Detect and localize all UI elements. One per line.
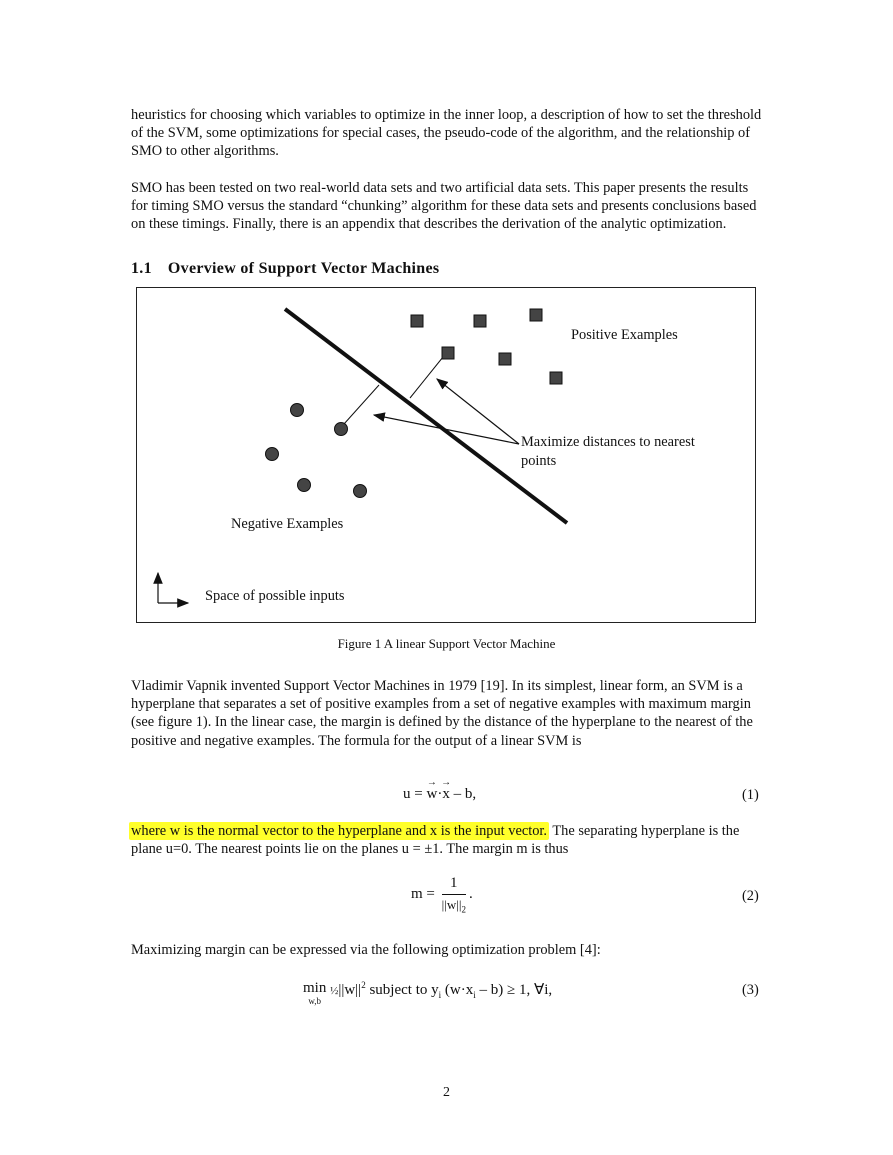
paragraph-normal-vector-rest: The separating hyperplane is the plane u=0. The nearest points lie on the planes u = ±1. The margin m is thus (131, 823, 740, 858)
input-space-label: Space of possible inputs (205, 588, 345, 604)
eq3-half: ½ (330, 985, 339, 997)
negative-example (298, 479, 311, 492)
margin-line-positive (410, 357, 443, 398)
negative-examples-label: Negative Examples (231, 516, 344, 532)
positive-example (442, 347, 454, 359)
positive-examples-label: Positive Examples (571, 327, 678, 343)
hyperplane-line (285, 309, 567, 523)
eq3-body: (w·x (441, 982, 474, 998)
margin-line-negative (344, 385, 379, 424)
eq1-equals: = (410, 786, 427, 802)
equation-3-number: (3) (742, 982, 759, 998)
section-number: 1.1 (131, 260, 152, 277)
eq3-min: min (303, 980, 327, 996)
page-number: 2 (443, 1085, 450, 1100)
paragraph-normal-vector (131, 822, 767, 858)
paragraph-svm-intro: Vladimir Vapnik invented Support Vector Machines in 1979 [19]. In its simplest, linear form, an SVM is a hyperplane that separates a set of positive examples from a set of negative examples with maximum margin (see figure 1). In the linear case, the margin is defined by the distance of the hyperplane to the nearest of the positive and negative examples. The formula for the output of a linear SVM is (131, 678, 753, 749)
eq2-numerator: 1 (442, 875, 466, 895)
positive-example (530, 309, 542, 321)
highlighted-text: where w is the normal vector to the hyperplane and x is the input vector. (131, 823, 548, 839)
eq3-x-sub: i (473, 990, 476, 1000)
eq1-tail: – b, (449, 786, 477, 802)
eq2-m: m = (411, 886, 439, 903)
eq2-fraction (442, 875, 466, 915)
equation-1 (403, 786, 476, 803)
positive-example (499, 353, 511, 365)
eq3-norm: ||w|| (338, 982, 362, 998)
figure-caption: Figure 1 A linear Support Vector Machine (337, 636, 556, 651)
eq3-y-sub: i (438, 990, 442, 1000)
eq1-dot: · (437, 786, 443, 802)
eq1-x: → x (442, 786, 450, 803)
annotation-line-1: Maximize distances to nearest (521, 434, 695, 450)
eq3-tail: – b) ≥ 1, ∀i, (475, 982, 553, 998)
figure-svm (136, 287, 756, 623)
equation-2-number: (2) (742, 888, 759, 904)
negative-example (266, 448, 279, 461)
arrow-to-negative (374, 415, 519, 444)
positive-example (474, 315, 486, 327)
equation-2 (411, 875, 473, 915)
eq3-min-block (303, 980, 326, 1005)
paragraph-intro-end: heuristics for choosing which variables to optimize in the inner loop, a description of how to set the threshold of the SVM, some optimizations for special cases, the pseudo-code of the algorithm, and the relationship of SMO to other algorithms. (131, 107, 762, 160)
eq3-min-sub: w,b (308, 996, 321, 1006)
section-heading (131, 260, 439, 278)
annotation-line-2: points (521, 453, 557, 469)
eq2-norm: ||w|| (441, 897, 462, 912)
equation-3 (303, 980, 552, 1005)
eq2-tail: . (468, 886, 473, 903)
positive-example (411, 315, 423, 327)
eq1-u: u (403, 786, 411, 802)
eq3-mid: subject to (365, 982, 432, 998)
negative-example (335, 423, 348, 436)
section-title: Overview of Support Vector Machines (167, 260, 440, 277)
negative-example (291, 404, 304, 417)
eq2-denominator (442, 895, 466, 915)
negative-example (354, 485, 367, 498)
paragraph-maximize-margin: Maximizing margin can be expressed via the following optimization problem [4]: (131, 942, 601, 958)
eq3-sq: 2 (361, 980, 366, 990)
positive-example (550, 372, 562, 384)
eq2-norm-sub: 2 (461, 904, 466, 915)
eq1-w: → w (426, 786, 437, 803)
eq3-y: y (431, 982, 439, 998)
paragraph-smo-tests: SMO has been tested on two real-world data sets and two artificial data sets. This paper presents the results for timing SMO versus the standard “chunking” algorithm for these data sets and presents conclusions based on these timings. Finally, there is an appendix that describes the derivation of the analytic optimization. (131, 180, 757, 233)
equation-1-number: (1) (742, 787, 759, 803)
